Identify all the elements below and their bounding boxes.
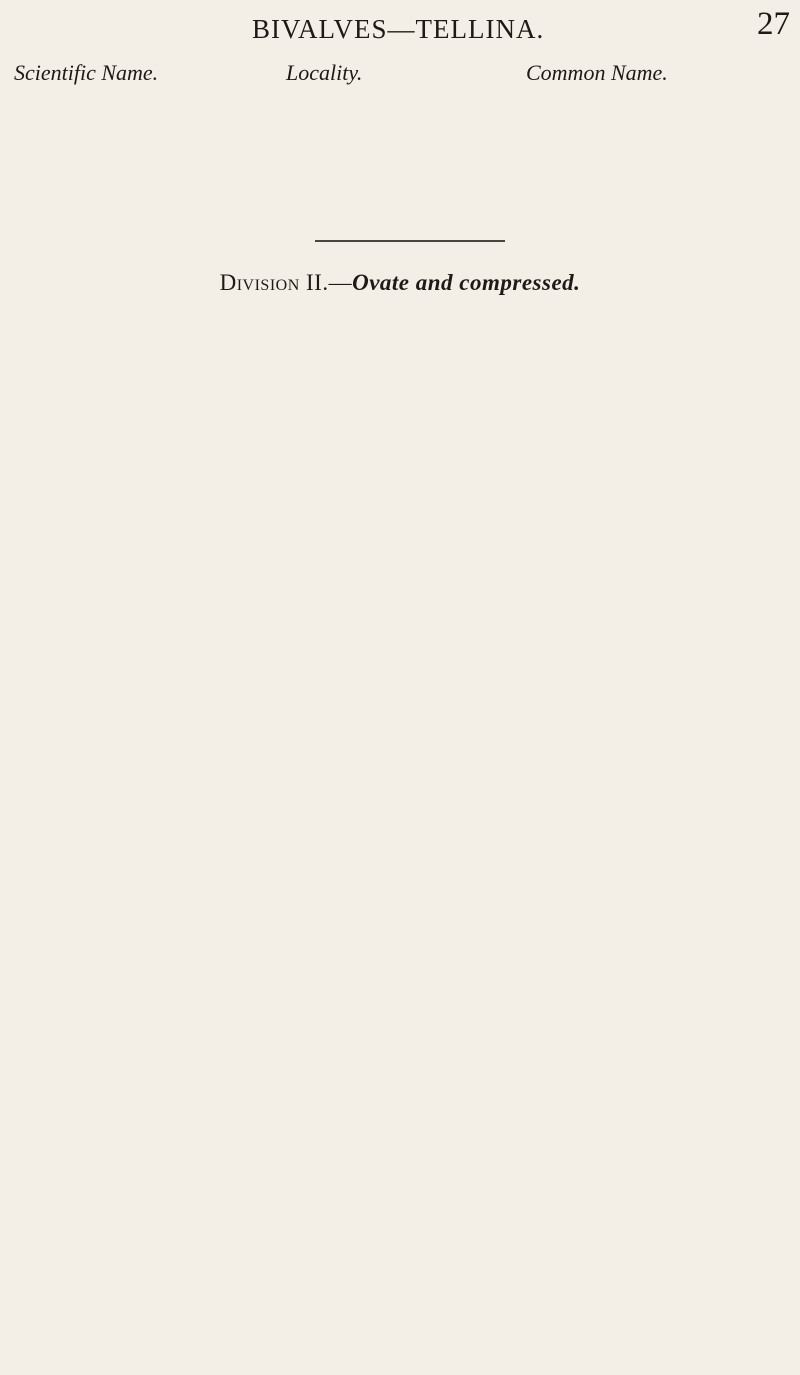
column-headings: [0, 60, 800, 90]
running-head: BIVALVES—TELLINA.: [252, 14, 545, 44]
page-number: 27: [757, 6, 790, 42]
section-rule: [315, 240, 505, 242]
division-subtitle: Ovate and compressed.: [352, 270, 581, 295]
division-label: Division II.: [219, 270, 329, 295]
division-heading: [0, 270, 800, 296]
division-dash: —: [328, 270, 353, 295]
heading-locality: Locality.: [286, 60, 363, 85]
heading-scientific-name: Scientific Name.: [14, 60, 159, 85]
heading-common-name: Common Name.: [526, 60, 668, 85]
